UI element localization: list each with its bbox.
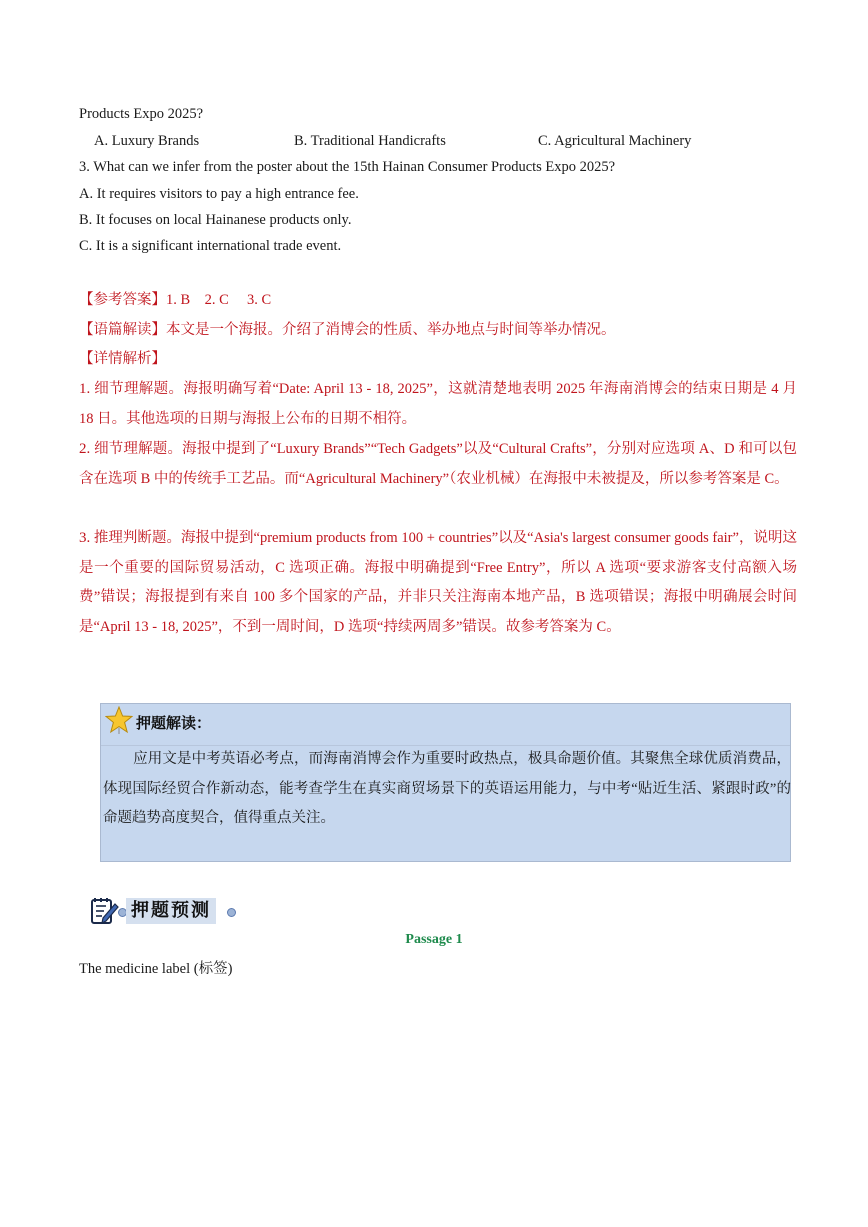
passage-intro: The medicine label (标签) <box>79 961 233 977</box>
insight-box-title: 押题解读： <box>136 714 212 732</box>
question2-option-c: C. Agricultural Machinery <box>538 133 692 149</box>
explanation-2 <box>79 435 797 494</box>
passage-title: Passage 1 <box>405 932 463 947</box>
explanation-1 <box>79 375 797 434</box>
passage-reading-text: 本文是一个海报。介绍了消博会的性质、举办地点与时间等举办情况。 <box>166 322 616 338</box>
question2-option-a: A. Luxury Brands <box>94 133 200 149</box>
prediction-label: 押题预测 <box>126 898 216 924</box>
question2-option-b: B. Traditional Handicrafts <box>294 133 446 149</box>
explanation-3-text: 推理判断题。海报中提到“premium products from 100 + countries”以及“Asia's largest consumer goods fair”，说明这是一个重要的国际贸易活动，C 选项正确。海报中明确提到“Free Entry”，所以 A 选项“要求游客支付高额入场费”错误；海报提到有来自 100 多个国家的产品，并非只关注海南本地产品，B 选项错误；海报中明确展会时间是“April 13 - 18, 2025”，不到一周时间，D 选项“持续两周多”错误。故参考答案为 C。 <box>79 530 797 635</box>
insight-box <box>100 703 791 862</box>
answer-key <box>79 290 271 310</box>
bullet-dot-icon <box>227 908 236 917</box>
detail-label: 【详情解析】 <box>79 351 166 367</box>
question3-option-c: C. It is a significant international trade event. <box>79 238 342 254</box>
explanation-1-number: 1. <box>79 381 91 397</box>
question3-stem: 3. What can we infer from the poster about the 15th Hainan Consumer Products Expo 2025? <box>79 159 616 175</box>
answer-key-value: 1. B 2. C 3. C <box>166 292 272 308</box>
explanation-3-number: 3. <box>79 530 91 546</box>
explanation-2-number: 2. <box>79 441 91 457</box>
notebook-pen-icon <box>89 896 119 926</box>
explanation-1-text: 细节理解题。海报明确写着“Date: April 13 - 18, 2025”，这就清楚地表明 2025 年海南消博会的结束日期是 4 月 18 日。其他选项的日期与海报上公布的日期不相符。 <box>79 381 798 427</box>
passage-reading-label: 【语篇解读】 <box>79 322 166 338</box>
insight-box-text: 应用文是中考英语必考点，而海南消博会作为重要时政热点，极具命题价值。其聚焦全球优质消费品，体现国际经贸合作新动态，能考查学生在真实商贸场景下的英语运用能力，与中考“贴近生活、紧跟时政”的命题趋势高度契合，值得重点关注。 <box>103 751 791 826</box>
explanation-3 <box>79 524 797 642</box>
question3-option-b: B. It focuses on local Hainanese products only. <box>79 212 352 228</box>
question3-option-a: A. It requires visitors to pay a high entrance fee. <box>79 186 359 202</box>
passage-reading <box>79 320 616 340</box>
question2-stem-tail: Products Expo 2025? <box>79 106 204 122</box>
insight-box-header <box>101 704 790 746</box>
star-icon <box>105 706 133 734</box>
answer-key-label: 【参考答案】 <box>79 292 166 308</box>
explanation-2-text: 细节理解题。海报中提到了“Luxury Brands”“Tech Gadgets”以及“Cultural Crafts”，分别对应选项 A、D 和可以包含在选项 B 中的传统手工艺品。而“Agricultural Machinery”（农业机械）在海报中未被提及，所以参考答案是 C。 <box>79 441 797 487</box>
